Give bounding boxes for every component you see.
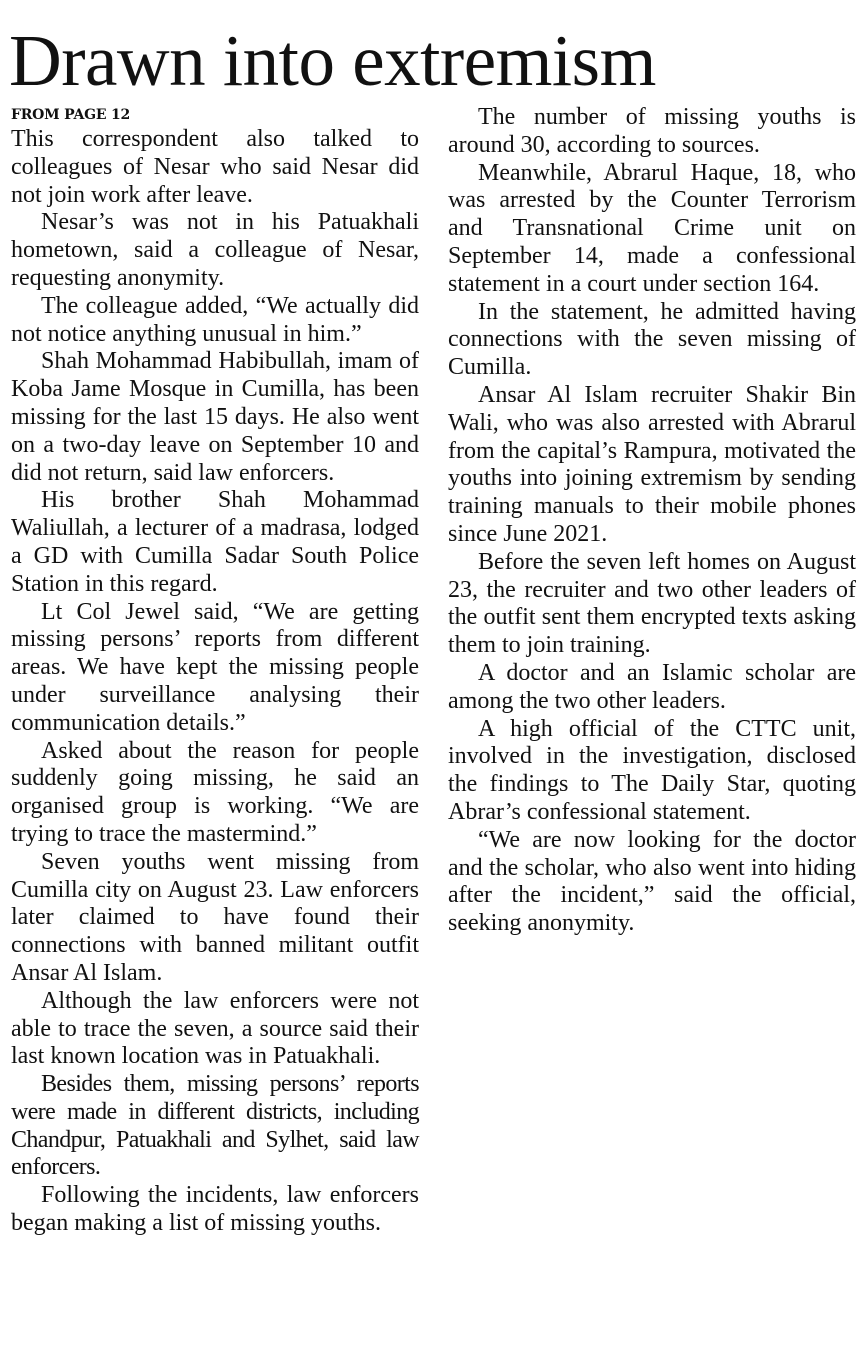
paragraph: His brother Shah Mohammad Waliullah, a lecturer of a madrasa, lodged a GD with Cumilla Sadar South Police Station in this regard. [11,487,419,597]
paragraph: In the statement, he admitted having connections with the seven missing of Cumilla. [448,298,856,381]
paragraph: Meanwhile, Abrarul Haque, 18, who was arrested by the Counter Terrorism and Transnational Crime unit on September 14, made a confessional statement in a court under section 164. [448,159,856,297]
paragraph: Ansar Al Islam recruiter Shakir Bin Wali, who was also arrested with Abrarul from the capital’s Rampura, motivated the youths into joining extremism by sending training manuals to their mobile phones since June 2021. [448,381,856,547]
paragraph: The colleague added, “We actually did not notice anything unusual in him.” [11,292,419,347]
paragraph: Besides them, missing persons’ reports were made in different districts, including Chandpur, Patuakhali and Sylhet, said law enforcers. [11,1071,419,1181]
paragraph: Before the seven left homes on August 23, the recruiter and two other leaders of the outfit sent them encrypted texts asking them to join training. [448,548,856,659]
paragraph: Seven youths went missing from Cumilla city on August 23. Law enforcers later claimed to have found their connections with banned militant outfit Ansar Al Islam. [11,848,419,986]
paragraph: Asked about the reason for people suddenly going missing, he said an organised group is working. “We are trying to trace the mastermind.” [11,737,419,847]
paragraph: A high official of the CTTC unit, involved in the investigation, disclosed the findings to The Daily Star, quoting Abrar’s confessional statement. [448,715,856,825]
paragraph: The number of missing youths is around 30, according to sources. [448,104,856,158]
paragraph: Shah Mohammad Habibullah, imam of Koba Jame Mosque in Cumilla, has been missing for the last 15 days. He also went on a two-day leave on September 10 and did not return, said law enforcers. [11,348,419,486]
paragraph: Lt Col Jewel said, “We are getting missing persons’ reports from different areas. We have kept the missing people under surveillance analysing their communication details.” [11,598,419,736]
headline: Drawn into extremism [9,20,656,101]
right-column [448,104,856,938]
paragraph: Although the law enforcers were not able to trace the seven, a source said their last known location was in Patuakhali. [11,987,419,1070]
left-column [11,104,419,1238]
paragraph: A doctor and an Islamic scholar are among the two other leaders. [448,659,856,714]
continuation-kicker: FROM PAGE 12 [11,107,131,123]
paragraph: Following the incidents, law enforcers began making a list of missing youths. [11,1182,419,1237]
paragraph: Nesar’s was not in his Patuakhali hometown, said a colleague of Nesar, requesting anonymity. [11,209,419,291]
paragraph: “We are now looking for the doctor and the scholar, who also went into hiding after the incident,” said the official, seeking anonymity. [448,826,856,937]
paragraph: This correspondent also talked to colleagues of Nesar who said Nesar did not join work after leave. [11,126,419,208]
